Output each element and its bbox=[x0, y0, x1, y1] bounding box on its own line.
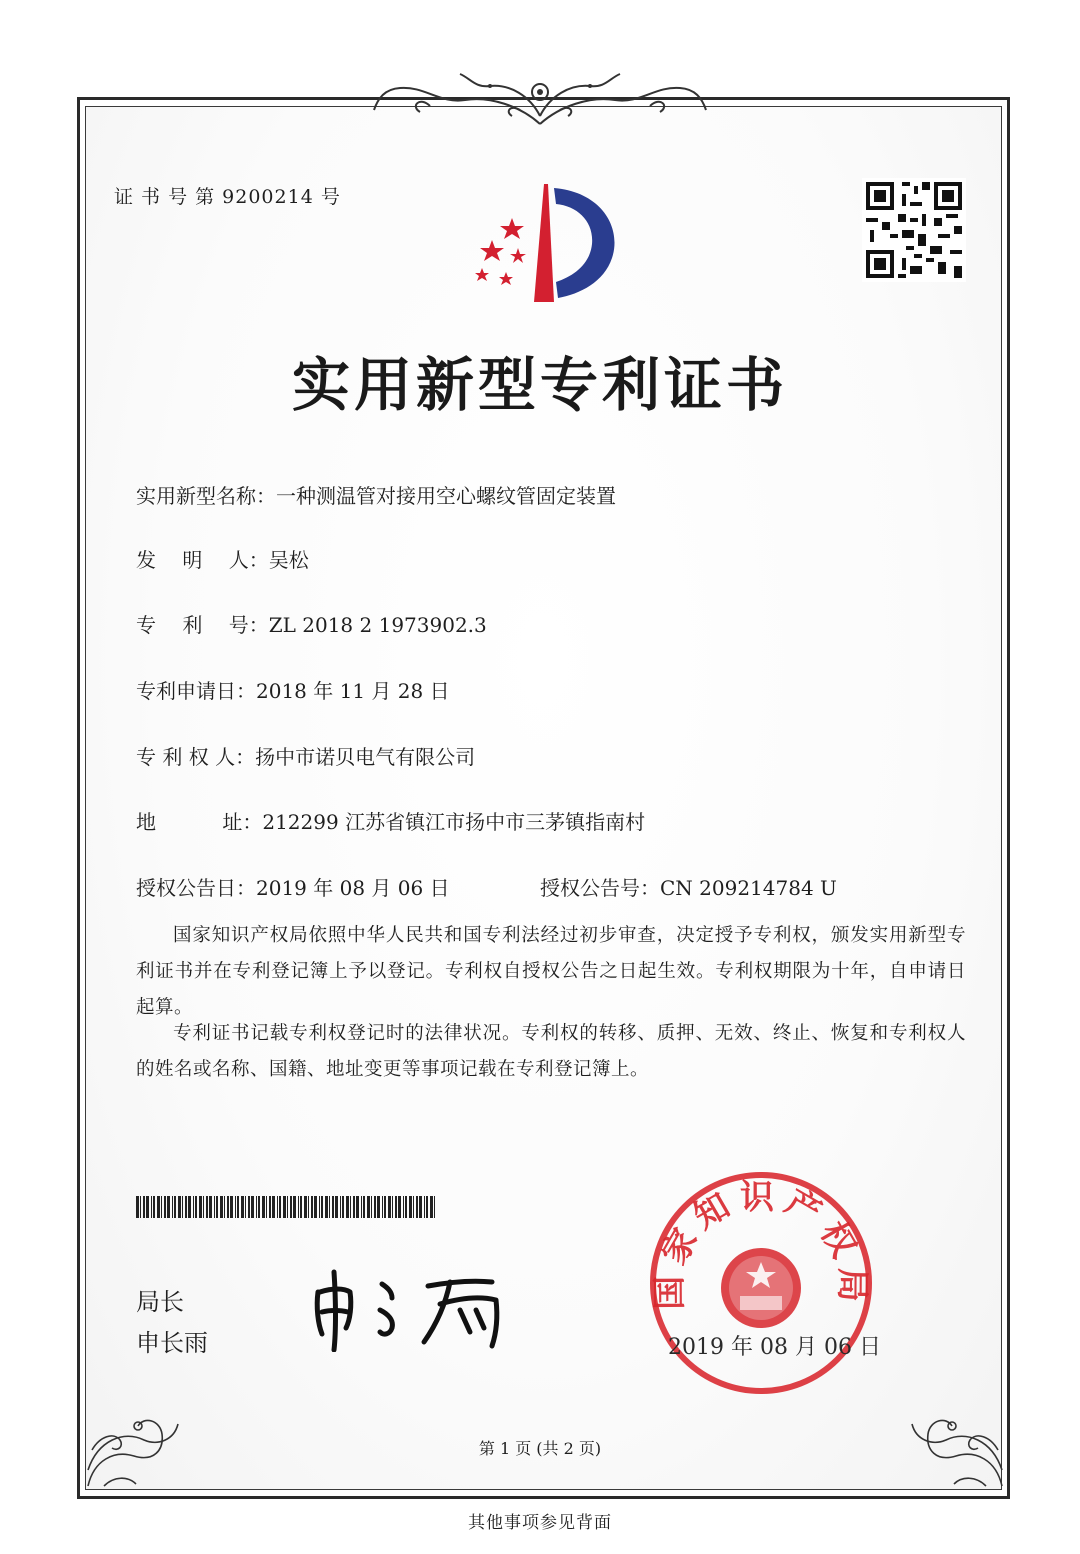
corner-ornament-icon bbox=[896, 1380, 1006, 1490]
field-value: 扬中市诺贝电气有限公司 bbox=[255, 745, 476, 769]
footer-note: 其他事项参见背面 bbox=[468, 1513, 612, 1533]
field-value: ZL 2018 2 1973902.3 bbox=[268, 613, 487, 637]
field-label: 实用新型名称： bbox=[136, 484, 276, 508]
field-value: 2018 年 11 月 28 日 bbox=[256, 679, 450, 703]
field-filing-date bbox=[136, 675, 450, 704]
certificate-number: 证 书 号 第 9200214 号 bbox=[114, 186, 341, 208]
field-label: 地 址： bbox=[136, 810, 263, 834]
field-inventor bbox=[136, 544, 309, 573]
page-number: 第 1 页 (共 2 页) bbox=[478, 1439, 602, 1458]
field-value: CN 209214784 U bbox=[660, 876, 837, 900]
field-value: 212299 江苏省镇江市扬中市三茅镇指南村 bbox=[262, 810, 646, 834]
seal-date: 2019 年 08 月 06 日 bbox=[668, 1335, 881, 1360]
field-label: 专利申请日： bbox=[136, 679, 256, 703]
field-grant-number bbox=[540, 872, 837, 901]
official-seal-icon bbox=[648, 1170, 874, 1396]
body-paragraph: 国家知识产权局依照中华人民共和国专利法经过初步审查，决定授予专利权，颁发实用新型专利证书并在专利登记簿上予以登记。专利权自授权公告之日起生效。专利权期限为十年，自申请日起算。 bbox=[136, 925, 966, 1018]
field-label: 授权公告日： bbox=[136, 876, 256, 900]
field-grant-date bbox=[136, 872, 450, 901]
signatory-name: 申长雨 bbox=[136, 1329, 208, 1357]
qr-code-icon bbox=[862, 178, 966, 282]
handwritten-signature bbox=[300, 1262, 550, 1352]
top-ornament-icon bbox=[370, 66, 710, 130]
barcode-icon bbox=[136, 1196, 436, 1218]
patent-office-logo-icon bbox=[462, 178, 642, 308]
body-paragraph: 专利证书记载专利权登记时的法律状况。专利权的转移、质押、无效、终止、恢复和专利权人的姓名或名称、国籍、地址变更等事项记载在专利登记簿上。 bbox=[136, 1023, 966, 1080]
field-patent-number bbox=[136, 609, 487, 638]
field-value: 一种测温管对接用空心螺纹管固定装置 bbox=[276, 484, 616, 508]
field-utility-model-name bbox=[136, 480, 616, 509]
field-label: 专 利 号： bbox=[136, 613, 269, 637]
field-label: 专 利 权 人： bbox=[136, 745, 256, 769]
field-patent-holder bbox=[136, 741, 475, 770]
corner-ornament-icon bbox=[84, 1380, 194, 1490]
field-address bbox=[136, 806, 645, 835]
field-label: 授权公告号： bbox=[540, 876, 660, 900]
field-value: 2019 年 08 月 06 日 bbox=[256, 876, 450, 900]
field-label: 发 明 人： bbox=[136, 548, 269, 572]
certificate-title: 实用新型专利证书 bbox=[291, 351, 788, 419]
signatory-title: 局长 bbox=[136, 1288, 184, 1316]
field-value: 吴松 bbox=[268, 548, 309, 572]
seal-text: 国家知识产权局 bbox=[649, 1177, 873, 1311]
